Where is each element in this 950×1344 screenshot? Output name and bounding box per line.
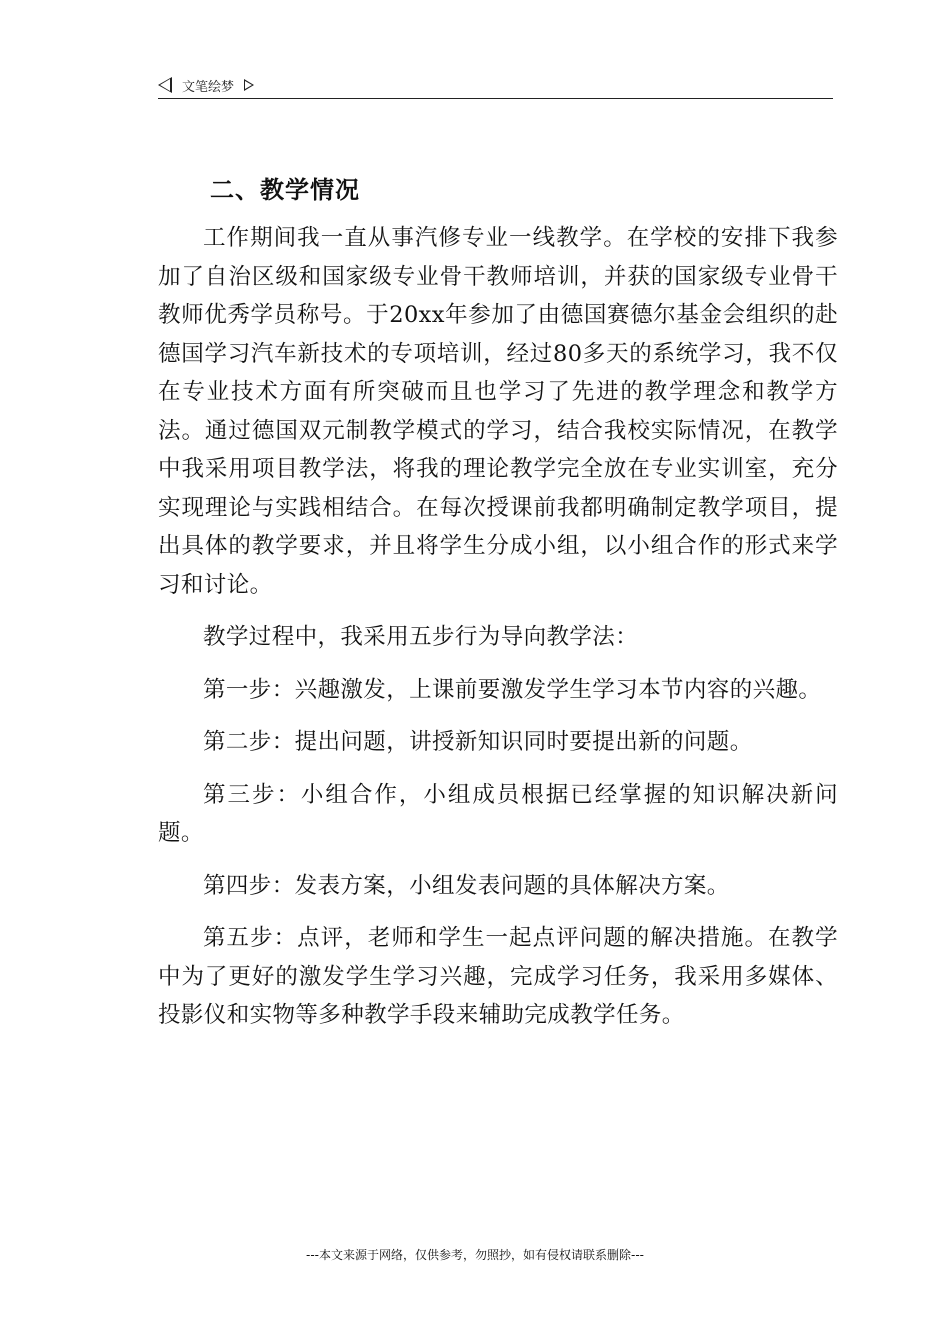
paragraph-step-3: 第三步：小组合作，小组成员根据已经掌握的知识解决新问题。 [158,781,838,846]
paragraph-step-2: 第二步：提出问题，讲授新知识同时要提出新的问题。 [203,729,753,755]
footer-disclaimer: ---本文来源于网络，仅供参考，勿照抄，如有侵权请联系删除--- [306,1248,644,1262]
triangle-left-icon [158,77,172,93]
header-bar [158,74,833,96]
paragraph-step-1: 第一步：兴趣激发，上课前要激发学生学习本节内容的兴趣。 [203,676,822,703]
triangle-right-icon [244,79,254,91]
section-title: 二、教学情况 [210,176,360,204]
page-header [158,74,833,99]
header-title: 文笔绘梦 [182,79,235,95]
document-body [158,160,838,1049]
paragraph-method: 教学过程中，我采用五步行为导向教学法： [203,624,639,650]
paragraph-intro: 工作期间我一直从事汽修专业一线教学。在学校的安排下我参加了自治区级和国家级专业骨干教师培训，并获的国家级专业骨干教师优秀学员称号。于20xx年参加了由德国赛德尔基金会组织的赴德国学习汽车新技术的专项培训，经过80多天的系统学习，我不仅在专业技术方面有所突破而且也学习了先进的教学理念和教学方法。通过德国双元制教学模式的学习，结合我校实际情况，在教学中我采用项目教学法，将我的理论教学完全放在专业实训室，充分实现理论与实践相结合。在每次授课前我都明确制定教学项目，提出具体的教学要求，并且将学生分成小组，以小组合作的形式来学习和讨论。 [158,225,838,598]
paragraph-step-4: 第四步：发表方案，小组发表问题的具体解决方案。 [203,872,730,899]
paragraph-step-5: 第五步：点评，老师和学生一起点评问题的解决措施。在教学中为了更好的激发学生学习兴趣，完成学习任务，我采用多媒体、投影仪和实物等多种教学手段来辅助完成教学任务。 [158,925,838,1028]
